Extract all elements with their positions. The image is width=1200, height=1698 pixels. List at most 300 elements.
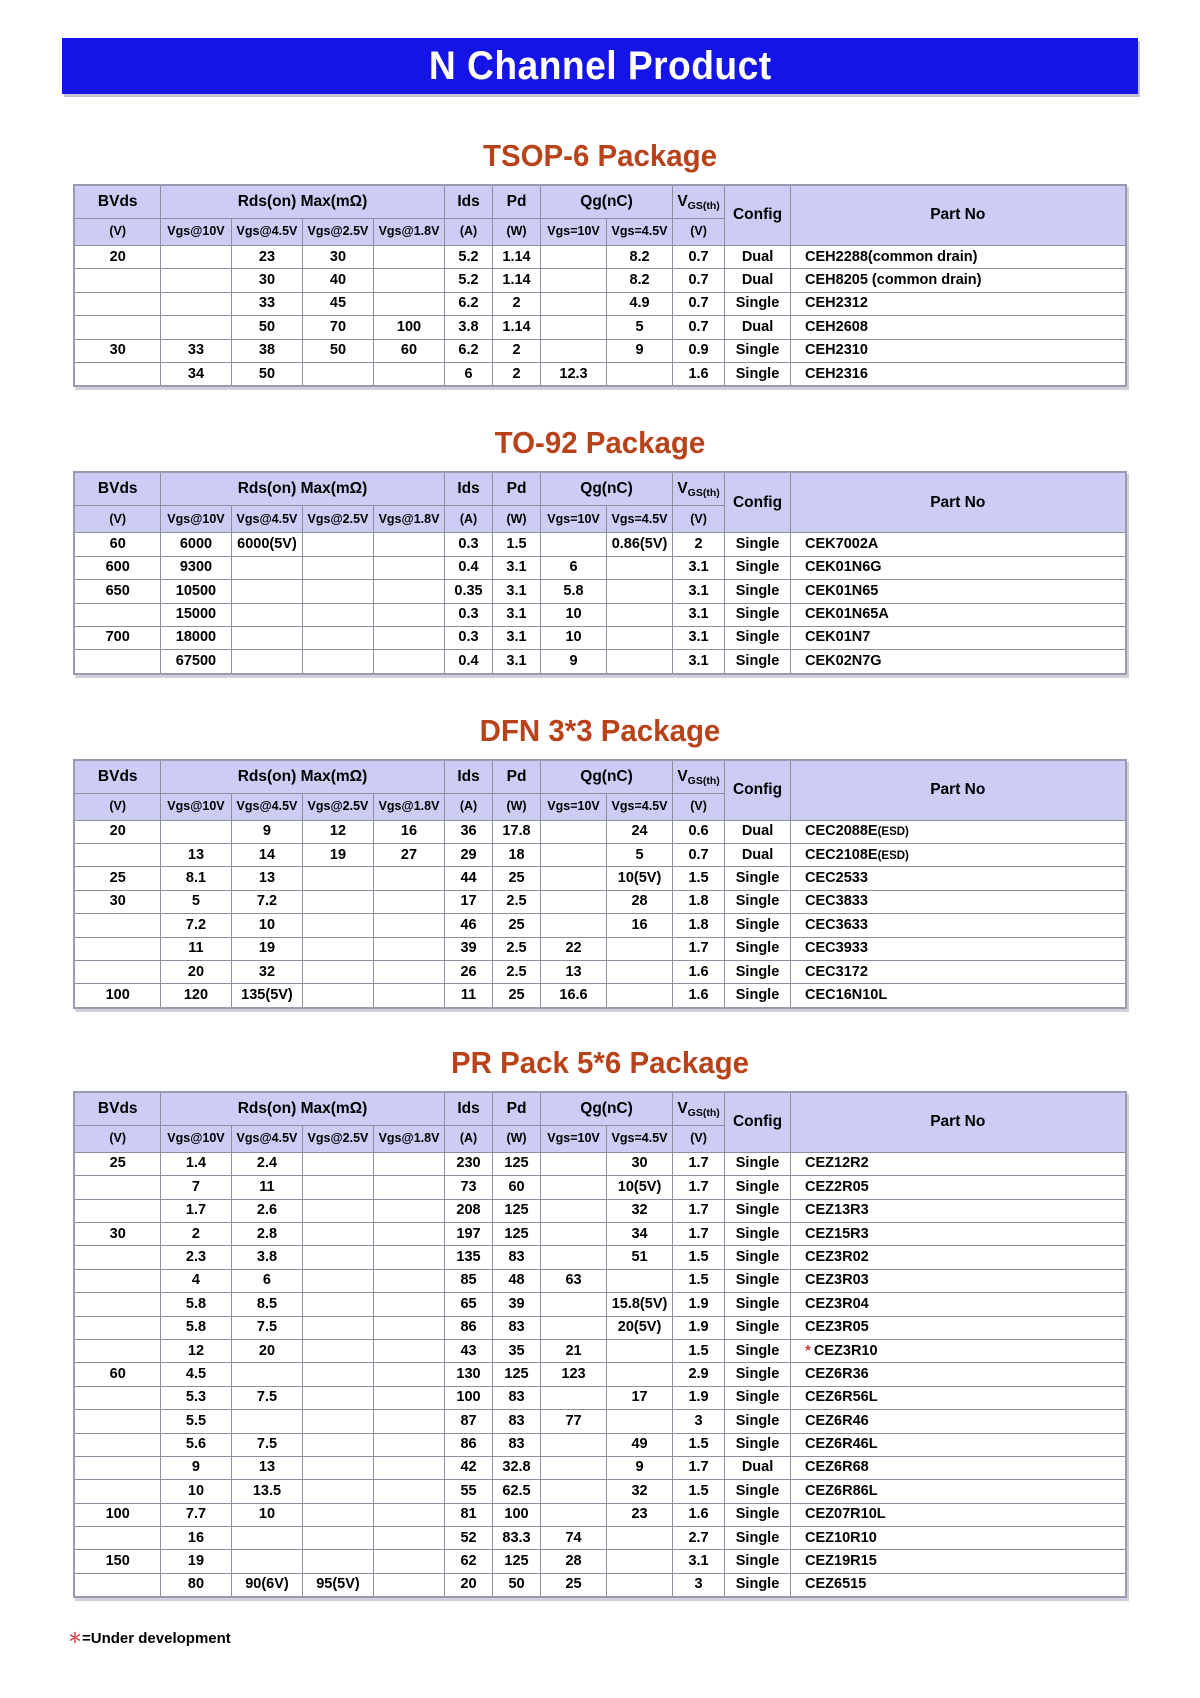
cell-vgsth: 1.5 xyxy=(673,1433,725,1456)
cell-rds-25v xyxy=(302,1316,373,1339)
table-row xyxy=(74,339,1125,362)
col-qg-45v: Vgs=4.5V xyxy=(607,506,673,533)
cell-vgsth: 1.6 xyxy=(673,984,725,1008)
table-row xyxy=(74,1222,1125,1245)
cell-rds-10v: 10 xyxy=(160,1480,231,1503)
cell-rds-25v xyxy=(302,533,373,556)
cell-partno xyxy=(791,1293,1126,1316)
cell-ids: 130 xyxy=(445,1363,493,1386)
col-bvds: BVds xyxy=(74,185,160,219)
cell-rds-18v xyxy=(373,650,444,674)
spec-table-to92 xyxy=(73,471,1126,674)
col-pd-unit: (W) xyxy=(493,219,541,246)
spec-table-prpack56 xyxy=(73,1091,1126,1598)
col-partno: Part No xyxy=(791,760,1126,821)
part-number-text: CEK01N7 xyxy=(805,629,871,646)
cell-rds-18v xyxy=(373,961,444,984)
cell-config: Single xyxy=(725,650,791,674)
cell-rds-18v xyxy=(373,1269,444,1292)
cell-qg-45v xyxy=(607,1363,673,1386)
cell-pd: 3.1 xyxy=(493,556,541,579)
col-ids: Ids xyxy=(445,760,493,794)
table-row xyxy=(74,533,1125,556)
cell-rds-18v xyxy=(373,1550,444,1573)
cell-qg-10v xyxy=(541,1176,607,1199)
cell-rds-10v: 10500 xyxy=(160,580,231,603)
cell-partno xyxy=(791,1246,1126,1269)
cell-rds-25v xyxy=(302,890,373,913)
cell-partno xyxy=(791,1550,1126,1573)
header-row-top xyxy=(74,185,1125,219)
cell-pd: 100 xyxy=(493,1503,541,1526)
cell-vgsth: 1.9 xyxy=(673,1293,725,1316)
cell-rds-45v: 50 xyxy=(231,316,302,339)
cell-qg-45v xyxy=(607,984,673,1008)
cell-config: Single xyxy=(725,961,791,984)
cell-qg-10v: 123 xyxy=(541,1363,607,1386)
cell-vgsth: 2.9 xyxy=(673,1363,725,1386)
cell-bvds xyxy=(74,1316,160,1339)
cell-ids: 86 xyxy=(445,1433,493,1456)
cell-ids: 39 xyxy=(445,937,493,960)
cell-partno xyxy=(791,362,1126,386)
cell-pd: 3.1 xyxy=(493,603,541,626)
cell-vgsth: 3.1 xyxy=(673,603,725,626)
cell-qg-45v: 8.2 xyxy=(607,269,673,292)
cell-rds-45v: 13 xyxy=(231,1456,302,1479)
cell-rds-10v: 15000 xyxy=(160,603,231,626)
part-number-text: CEZ6515 xyxy=(805,1576,867,1593)
col-vgsth: VGS(th) xyxy=(673,472,725,506)
cell-rds-45v: 10 xyxy=(231,914,302,937)
cell-pd: 2 xyxy=(493,292,541,315)
cell-rds-18v xyxy=(373,1316,444,1339)
cell-qg-10v xyxy=(541,1480,607,1503)
cell-partno xyxy=(791,1199,1126,1222)
cell-qg-10v: 22 xyxy=(541,937,607,960)
cell-rds-18v: 60 xyxy=(373,339,444,362)
cell-rds-10v: 6000 xyxy=(160,533,231,556)
cell-rds-45v: 2.4 xyxy=(231,1152,302,1175)
part-number-text: CEH2312 xyxy=(805,295,868,312)
cell-qg-10v xyxy=(541,890,607,913)
cell-pd: 25 xyxy=(493,914,541,937)
cell-pd: 125 xyxy=(493,1152,541,1175)
cell-qg-45v: 10(5V) xyxy=(607,867,673,890)
table-row xyxy=(74,1152,1125,1175)
cell-pd: 83 xyxy=(493,1246,541,1269)
cell-bvds xyxy=(74,1386,160,1409)
cell-rds-18v xyxy=(373,269,444,292)
cell-qg-45v: 20(5V) xyxy=(607,1316,673,1339)
part-number-text: CEZ6R46 xyxy=(805,1412,869,1429)
cell-rds-10v: 11 xyxy=(160,937,231,960)
cell-rds-10v: 5.8 xyxy=(160,1293,231,1316)
section-title-prpack56: PR Pack 5*6 Package xyxy=(450,1044,749,1080)
cell-bvds xyxy=(74,1573,160,1597)
table-row xyxy=(74,603,1125,626)
header-row-top xyxy=(74,1092,1125,1126)
cell-qg-45v: 9 xyxy=(607,1456,673,1479)
cell-rds-10v: 20 xyxy=(160,961,231,984)
cell-qg-10v xyxy=(541,1152,607,1175)
cell-qg-45v: 51 xyxy=(607,1246,673,1269)
table-row xyxy=(74,914,1125,937)
cell-pd: 2.5 xyxy=(493,890,541,913)
cell-partno xyxy=(791,269,1126,292)
cell-vgsth: 3.1 xyxy=(673,1550,725,1573)
cell-rds-25v xyxy=(302,1527,373,1550)
cell-ids: 46 xyxy=(445,914,493,937)
col-qg-10v: Vgs=10V xyxy=(541,219,607,246)
part-number-text: CEZ6R46L xyxy=(805,1436,878,1453)
cell-rds-18v xyxy=(373,1456,444,1479)
cell-rds-25v xyxy=(302,362,373,386)
cell-rds-18v xyxy=(373,867,444,890)
col-vgsth: VGS(th) xyxy=(673,185,725,219)
cell-rds-25v xyxy=(302,1339,373,1362)
cell-qg-10v xyxy=(541,269,607,292)
cell-partno xyxy=(791,1152,1126,1175)
asterisk-icon: * xyxy=(805,1342,811,1360)
cell-partno xyxy=(791,603,1126,626)
cell-pd: 83.3 xyxy=(493,1527,541,1550)
cell-bvds xyxy=(74,1199,160,1222)
cell-qg-10v xyxy=(541,339,607,362)
cell-rds-18v xyxy=(373,1386,444,1409)
cell-pd: 62.5 xyxy=(493,1480,541,1503)
col-config: Config xyxy=(725,1092,791,1153)
cell-ids: 6 xyxy=(445,362,493,386)
cell-partno xyxy=(791,339,1126,362)
spec-table-dfn33 xyxy=(73,759,1126,1009)
cell-ids: 208 xyxy=(445,1199,493,1222)
cell-qg-10v xyxy=(541,1433,607,1456)
part-number-text: CEC3833 xyxy=(805,893,868,910)
table-row xyxy=(74,1527,1125,1550)
table-row xyxy=(74,1339,1125,1362)
col-bvds-unit: (V) xyxy=(74,793,160,820)
cell-vgsth: 3.1 xyxy=(673,580,725,603)
cell-bvds xyxy=(74,316,160,339)
cell-rds-25v: 30 xyxy=(302,246,373,269)
cell-bvds xyxy=(74,1410,160,1433)
col-qg-10v: Vgs=10V xyxy=(541,793,607,820)
cell-rds-45v: 50 xyxy=(231,362,302,386)
cell-pd: 83 xyxy=(493,1433,541,1456)
cell-partno xyxy=(791,1456,1126,1479)
cell-ids: 55 xyxy=(445,1480,493,1503)
cell-partno xyxy=(791,1503,1126,1526)
cell-rds-10v xyxy=(160,269,231,292)
cell-ids: 0.3 xyxy=(445,626,493,649)
cell-partno xyxy=(791,844,1126,867)
col-rds-18v: Vgs@1.8V xyxy=(373,793,444,820)
col-rds-25v: Vgs@2.5V xyxy=(302,1125,373,1152)
cell-vgsth: 1.5 xyxy=(673,1339,725,1362)
part-number-suffix: (ESD) xyxy=(877,849,909,862)
col-rds-45v: Vgs@4.5V xyxy=(231,793,302,820)
cell-rds-10v: 19 xyxy=(160,1550,231,1573)
cell-qg-10v xyxy=(541,914,607,937)
cell-bvds xyxy=(74,1480,160,1503)
cell-ids: 86 xyxy=(445,1316,493,1339)
cell-bvds: 100 xyxy=(74,1503,160,1526)
col-qg-group: Qg(nC) xyxy=(541,185,673,219)
table-row xyxy=(74,820,1125,843)
cell-rds-18v xyxy=(373,1503,444,1526)
cell-qg-10v: 13 xyxy=(541,961,607,984)
cell-qg-10v xyxy=(541,533,607,556)
cell-vgsth: 1.6 xyxy=(673,362,725,386)
cell-pd: 60 xyxy=(493,1176,541,1199)
col-qg-10v: Vgs=10V xyxy=(541,1125,607,1152)
cell-rds-10v: 4 xyxy=(160,1269,231,1292)
cell-vgsth: 3.1 xyxy=(673,626,725,649)
cell-rds-45v xyxy=(231,626,302,649)
cell-vgsth: 3.1 xyxy=(673,650,725,674)
col-bvds-unit: (V) xyxy=(74,219,160,246)
cell-rds-18v xyxy=(373,1527,444,1550)
col-vgsth-unit: (V) xyxy=(673,219,725,246)
cell-qg-45v xyxy=(607,937,673,960)
cell-bvds xyxy=(74,1293,160,1316)
col-rds-group: Rds(on) Max(mΩ) xyxy=(160,472,444,506)
cell-rds-18v: 16 xyxy=(373,820,444,843)
cell-pd: 50 xyxy=(493,1573,541,1597)
cell-bvds: 150 xyxy=(74,1550,160,1573)
cell-qg-10v: 5.8 xyxy=(541,580,607,603)
cell-ids: 17 xyxy=(445,890,493,913)
cell-partno xyxy=(791,1386,1126,1409)
cell-config: Single xyxy=(725,1433,791,1456)
cell-qg-10v: 21 xyxy=(541,1339,607,1362)
cell-pd: 125 xyxy=(493,1363,541,1386)
cell-rds-25v xyxy=(302,626,373,649)
cell-config: Single xyxy=(725,580,791,603)
cell-rds-45v: 90(6V) xyxy=(231,1573,302,1597)
cell-ids: 81 xyxy=(445,1503,493,1526)
cell-rds-25v xyxy=(302,1386,373,1409)
cell-rds-25v: 19 xyxy=(302,844,373,867)
cell-rds-45v: 30 xyxy=(231,269,302,292)
cell-rds-45v: 7.2 xyxy=(231,890,302,913)
cell-config: Single xyxy=(725,1269,791,1292)
cell-qg-45v: 28 xyxy=(607,890,673,913)
cell-ids: 87 xyxy=(445,1410,493,1433)
cell-qg-10v: 9 xyxy=(541,650,607,674)
cell-config: Single xyxy=(725,867,791,890)
cell-bvds: 60 xyxy=(74,1363,160,1386)
cell-bvds xyxy=(74,362,160,386)
col-bvds: BVds xyxy=(74,472,160,506)
title-banner xyxy=(62,38,1138,94)
cell-rds-45v: 11 xyxy=(231,1176,302,1199)
cell-rds-45v: 135(5V) xyxy=(231,984,302,1008)
cell-ids: 36 xyxy=(445,820,493,843)
cell-pd: 125 xyxy=(493,1550,541,1573)
cell-partno xyxy=(791,914,1126,937)
cell-qg-10v xyxy=(541,1293,607,1316)
cell-qg-45v: 32 xyxy=(607,1199,673,1222)
cell-rds-10v: 7.7 xyxy=(160,1503,231,1526)
cell-rds-10v xyxy=(160,820,231,843)
col-pd: Pd xyxy=(493,472,541,506)
table-row xyxy=(74,650,1125,674)
cell-rds-18v xyxy=(373,1246,444,1269)
cell-vgsth: 1.9 xyxy=(673,1386,725,1409)
cell-rds-10v: 5.3 xyxy=(160,1386,231,1409)
col-rds-group: Rds(on) Max(mΩ) xyxy=(160,760,444,794)
cell-rds-10v xyxy=(160,316,231,339)
cell-pd: 3.1 xyxy=(493,626,541,649)
cell-rds-18v xyxy=(373,556,444,579)
section-title-dfn33: DFN 3*3 Package xyxy=(479,712,721,748)
table-row xyxy=(74,316,1125,339)
cell-rds-25v xyxy=(302,867,373,890)
cell-qg-45v: 0.86(5V) xyxy=(607,533,673,556)
cell-rds-10v: 16 xyxy=(160,1527,231,1550)
col-rds-18v: Vgs@1.8V xyxy=(373,219,444,246)
col-rds-10v: Vgs@10V xyxy=(160,1125,231,1152)
col-config: Config xyxy=(725,185,791,246)
table-row xyxy=(74,1316,1125,1339)
cell-bvds xyxy=(74,914,160,937)
cell-rds-18v xyxy=(373,362,444,386)
col-vgsth-unit: (V) xyxy=(673,1125,725,1152)
cell-rds-10v: 34 xyxy=(160,362,231,386)
cell-rds-18v: 100 xyxy=(373,316,444,339)
col-pd-unit: (W) xyxy=(493,793,541,820)
cell-rds-25v xyxy=(302,914,373,937)
col-rds-group: Rds(on) Max(mΩ) xyxy=(160,1092,444,1126)
cell-qg-10v: 16.6 xyxy=(541,984,607,1008)
cell-bvds: 30 xyxy=(74,1222,160,1245)
cell-ids: 0.4 xyxy=(445,650,493,674)
cell-rds-10v: 2.3 xyxy=(160,1246,231,1269)
col-rds-25v: Vgs@2.5V xyxy=(302,219,373,246)
cell-rds-18v xyxy=(373,1573,444,1597)
cell-config: Single xyxy=(725,937,791,960)
cell-bvds xyxy=(74,1433,160,1456)
cell-pd: 125 xyxy=(493,1199,541,1222)
cell-rds-10v: 5.6 xyxy=(160,1433,231,1456)
cell-bvds: 700 xyxy=(74,626,160,649)
cell-vgsth: 1.9 xyxy=(673,1316,725,1339)
table-row xyxy=(74,1503,1125,1526)
cell-rds-18v xyxy=(373,914,444,937)
cell-ids: 73 xyxy=(445,1176,493,1199)
cell-rds-18v xyxy=(373,1293,444,1316)
table-row xyxy=(74,362,1125,386)
cell-qg-45v xyxy=(607,1573,673,1597)
cell-bvds xyxy=(74,1456,160,1479)
table-row xyxy=(74,1246,1125,1269)
cell-qg-10v xyxy=(541,844,607,867)
cell-rds-45v: 33 xyxy=(231,292,302,315)
cell-rds-45v xyxy=(231,1363,302,1386)
cell-rds-10v: 2 xyxy=(160,1222,231,1245)
cell-config: Single xyxy=(725,1152,791,1175)
col-bvds-unit: (V) xyxy=(74,506,160,533)
cell-rds-25v xyxy=(302,937,373,960)
cell-ids: 42 xyxy=(445,1456,493,1479)
cell-rds-45v xyxy=(231,580,302,603)
cell-ids: 62 xyxy=(445,1550,493,1573)
cell-config: Single xyxy=(725,603,791,626)
cell-config: Single xyxy=(725,1293,791,1316)
cell-qg-10v: 6 xyxy=(541,556,607,579)
part-number-text: CEZ6R56L xyxy=(805,1389,878,1406)
col-rds-45v: Vgs@4.5V xyxy=(231,506,302,533)
table-row xyxy=(74,556,1125,579)
table-row xyxy=(74,1176,1125,1199)
cell-vgsth: 0.9 xyxy=(673,339,725,362)
cell-ids: 135 xyxy=(445,1246,493,1269)
cell-rds-25v xyxy=(302,1293,373,1316)
cell-bvds xyxy=(74,937,160,960)
cell-config: Dual xyxy=(725,246,791,269)
cell-vgsth: 1.8 xyxy=(673,914,725,937)
cell-rds-25v xyxy=(302,1433,373,1456)
cell-qg-45v: 24 xyxy=(607,820,673,843)
cell-partno xyxy=(791,1433,1126,1456)
cell-config: Single xyxy=(725,362,791,386)
cell-rds-25v: 95(5V) xyxy=(302,1573,373,1597)
cell-rds-18v xyxy=(373,1433,444,1456)
part-number-text: CEZ3R05 xyxy=(805,1319,869,1336)
cell-pd: 1.14 xyxy=(493,269,541,292)
cell-rds-18v xyxy=(373,1222,444,1245)
part-number-text: CEZ6R36 xyxy=(805,1365,869,1382)
cell-qg-45v xyxy=(607,362,673,386)
cell-vgsth: 1.5 xyxy=(673,1246,725,1269)
table-row xyxy=(74,1293,1125,1316)
part-number-text: CEH2316 xyxy=(805,365,868,382)
cell-ids: 6.2 xyxy=(445,339,493,362)
cell-vgsth: 1.7 xyxy=(673,1456,725,1479)
col-ids-unit: (A) xyxy=(445,1125,493,1152)
cell-vgsth: 0.7 xyxy=(673,844,725,867)
cell-config: Single xyxy=(725,914,791,937)
cell-pd: 48 xyxy=(493,1269,541,1292)
cell-rds-45v: 9 xyxy=(231,820,302,843)
cell-qg-10v: 10 xyxy=(541,603,607,626)
cell-ids: 0.3 xyxy=(445,603,493,626)
cell-vgsth: 1.8 xyxy=(673,890,725,913)
col-vgsth-unit: (V) xyxy=(673,793,725,820)
cell-rds-10v: 5 xyxy=(160,890,231,913)
cell-pd: 83 xyxy=(493,1386,541,1409)
cell-partno xyxy=(791,1339,1126,1362)
table-row xyxy=(74,867,1125,890)
cell-config: Single xyxy=(725,1222,791,1245)
cell-config: Single xyxy=(725,1363,791,1386)
cell-rds-45v: 10 xyxy=(231,1503,302,1526)
cell-rds-10v: 80 xyxy=(160,1573,231,1597)
cell-rds-25v xyxy=(302,1246,373,1269)
col-qg-45v: Vgs=4.5V xyxy=(607,219,673,246)
cell-vgsth: 1.6 xyxy=(673,1503,725,1526)
cell-pd: 1.14 xyxy=(493,246,541,269)
cell-rds-45v: 2.8 xyxy=(231,1222,302,1245)
cell-pd: 3.1 xyxy=(493,580,541,603)
cell-vgsth: 3 xyxy=(673,1573,725,1597)
col-rds-group: Rds(on) Max(mΩ) xyxy=(160,185,444,219)
col-pd: Pd xyxy=(493,185,541,219)
col-partno: Part No xyxy=(791,1092,1126,1153)
col-bvds: BVds xyxy=(74,760,160,794)
